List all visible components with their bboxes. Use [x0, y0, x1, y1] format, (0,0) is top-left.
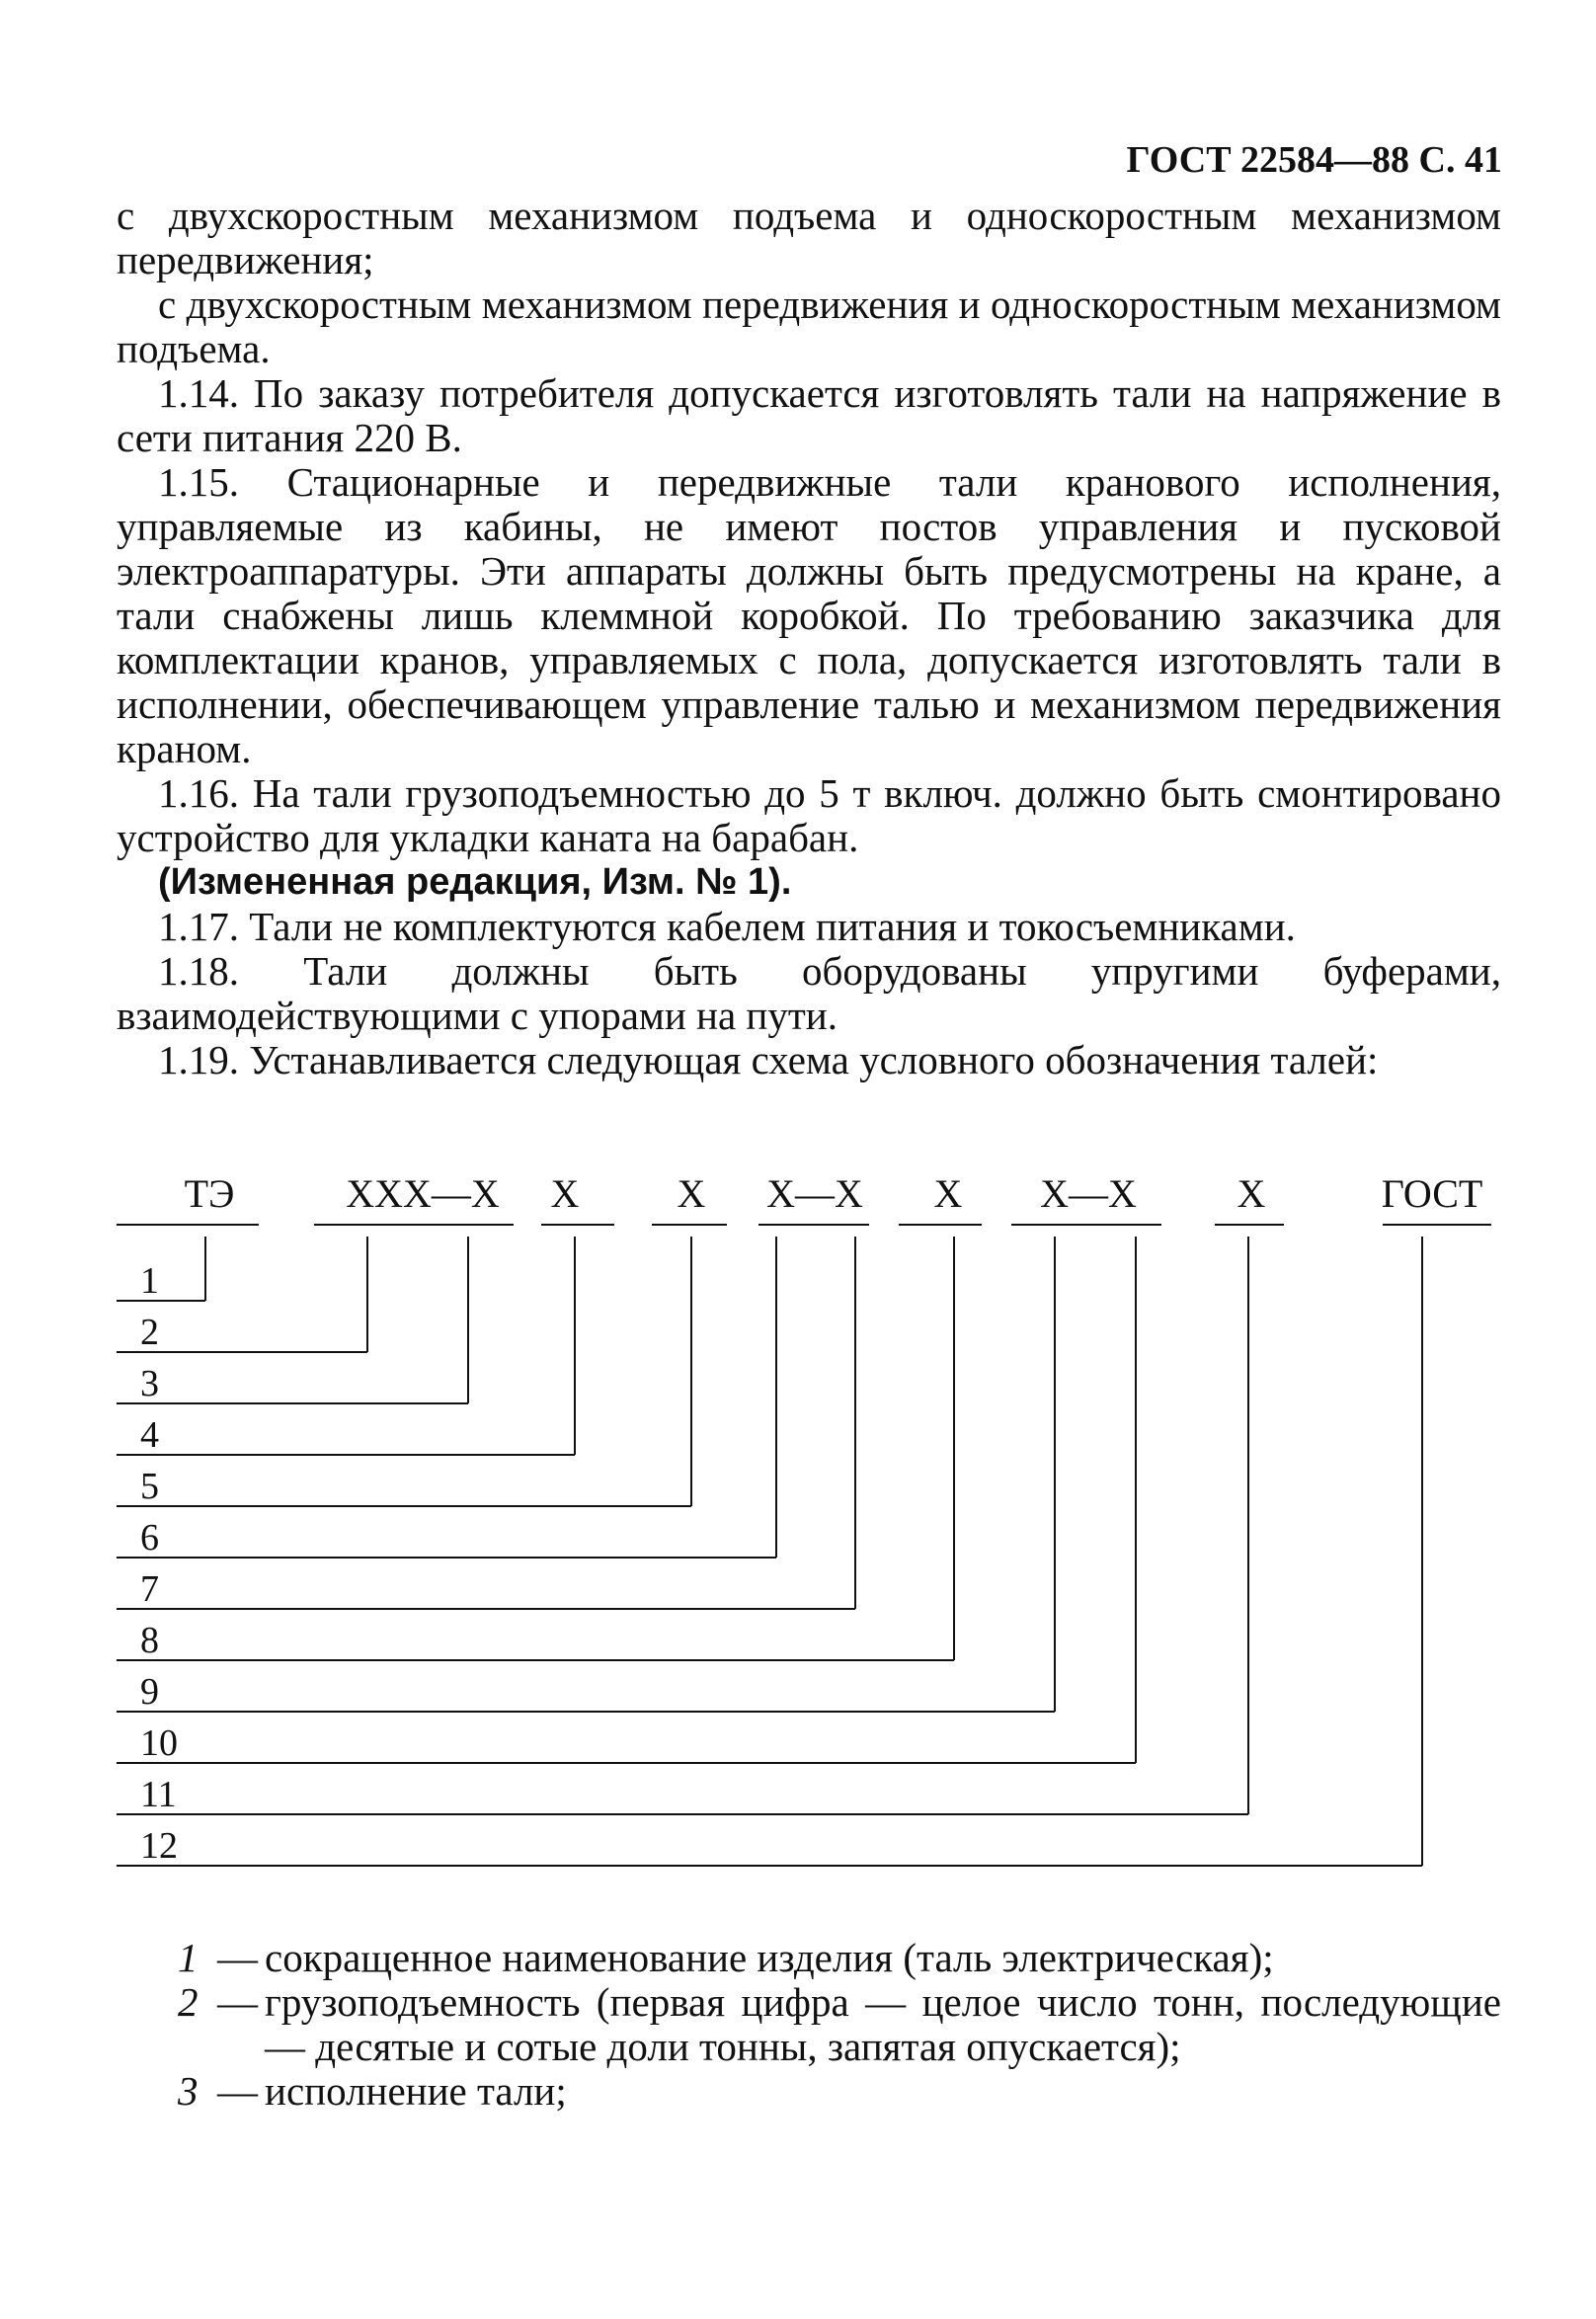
- scheme-row-number: 4: [140, 1414, 159, 1456]
- scheme-row-number: 1: [140, 1260, 159, 1302]
- scheme-row-number: 8: [140, 1620, 159, 1661]
- legend-description: исполнение тали;: [265, 2068, 567, 2114]
- legend-description: сокращенное наименование изделия (таль электрическая);: [265, 1935, 1274, 1980]
- legend-dash: —: [217, 2068, 258, 2114]
- scheme-token: Х—Х: [1040, 1171, 1137, 1216]
- scheme-row-number: 5: [140, 1466, 159, 1507]
- legend: [178, 1936, 1501, 2114]
- scheme-token: ГОСТ: [1381, 1171, 1483, 1216]
- scheme-token: ТЭ: [184, 1171, 235, 1216]
- legend-item: [178, 2069, 1501, 2114]
- legend-number: 2: [178, 1979, 199, 2025]
- legend-number: 1: [178, 1935, 199, 1980]
- paragraph-1-15: 1.15. Стационарные и передвижные тали кранового исполнения, управляемые из кабины, не имеют постов управления и пусковой электроаппаратуры. Эти аппараты должны быть предусмотрены на кране, а тали снабжены лишь клеммной коробкой. По требованию заказчика для комплектации кранов, управляемых с пола, допускается изготовлять тали в исполнении, обеспечивающем управление талью и механизмом передвижения краном.: [117, 459, 1501, 771]
- scheme-row-number: 3: [140, 1363, 159, 1404]
- paragraph-1-14: 1.14. По заказу потребителя допускается изготовлять тали на напряжение в сети питания 220 В.: [117, 370, 1501, 460]
- scheme-token: Х: [933, 1171, 963, 1216]
- scheme-token: Х: [677, 1171, 706, 1216]
- designation-scheme: [0, 1165, 1596, 1936]
- paragraph-1-17: 1.17. Тали не комплектуются кабелем питания и токосъемниками.: [158, 904, 1296, 949]
- scheme-row-number: 6: [140, 1517, 159, 1559]
- scheme-token: Х: [550, 1171, 580, 1216]
- body-text: [117, 194, 1501, 1082]
- legend-item: [178, 1936, 1501, 1980]
- amendment-note: (Измененная редакция, Изм. № 1).: [158, 861, 792, 903]
- scheme-token: Х—Х: [766, 1171, 863, 1216]
- legend-description: грузоподъемность (первая цифра — целое число тонн, последующие — десятые и сотые доли тонны, запятая опускается);: [265, 1979, 1501, 2069]
- scheme-row-number: 12: [140, 1825, 178, 1867]
- scheme-row-number: 2: [140, 1312, 159, 1353]
- paragraph-1-19: 1.19. Устанавливается следующая схема условного обозначения талей:: [158, 1037, 1379, 1082]
- paragraph-p1: с двухскоростным механизмом подъема и односкоростным механизмом передвижения;: [117, 193, 1501, 282]
- scheme-token: ХХХ—Х: [346, 1171, 500, 1216]
- designation-scheme-diagram: [0, 1165, 1596, 1936]
- paragraph-1-16: 1.16. На тали грузоподъемностью до 5 т включ. должно быть смонтировано устройство для укладки каната на барабан.: [117, 770, 1501, 860]
- legend-dash: —: [217, 1979, 258, 2025]
- paragraph-p2: с двухскоростным механизмом передвижения и односкоростным механизмом подъема.: [117, 281, 1501, 371]
- scheme-row-number: 7: [140, 1568, 159, 1610]
- scheme-row-number: 9: [140, 1671, 159, 1713]
- page-header: ГОСТ 22584—88 С. 41: [1126, 139, 1502, 181]
- legend-number: 3: [178, 2068, 199, 2114]
- paragraph-1-18: 1.18. Тали должны быть оборудованы упругими буферами, взаимодействующими с упорами на пути.: [117, 948, 1501, 1038]
- scheme-row-number: 11: [140, 1774, 177, 1815]
- legend-dash: —: [217, 1935, 258, 1980]
- legend-item: [178, 1980, 1501, 2069]
- scheme-token: Х: [1237, 1171, 1266, 1216]
- scheme-row-number: 10: [140, 1722, 178, 1764]
